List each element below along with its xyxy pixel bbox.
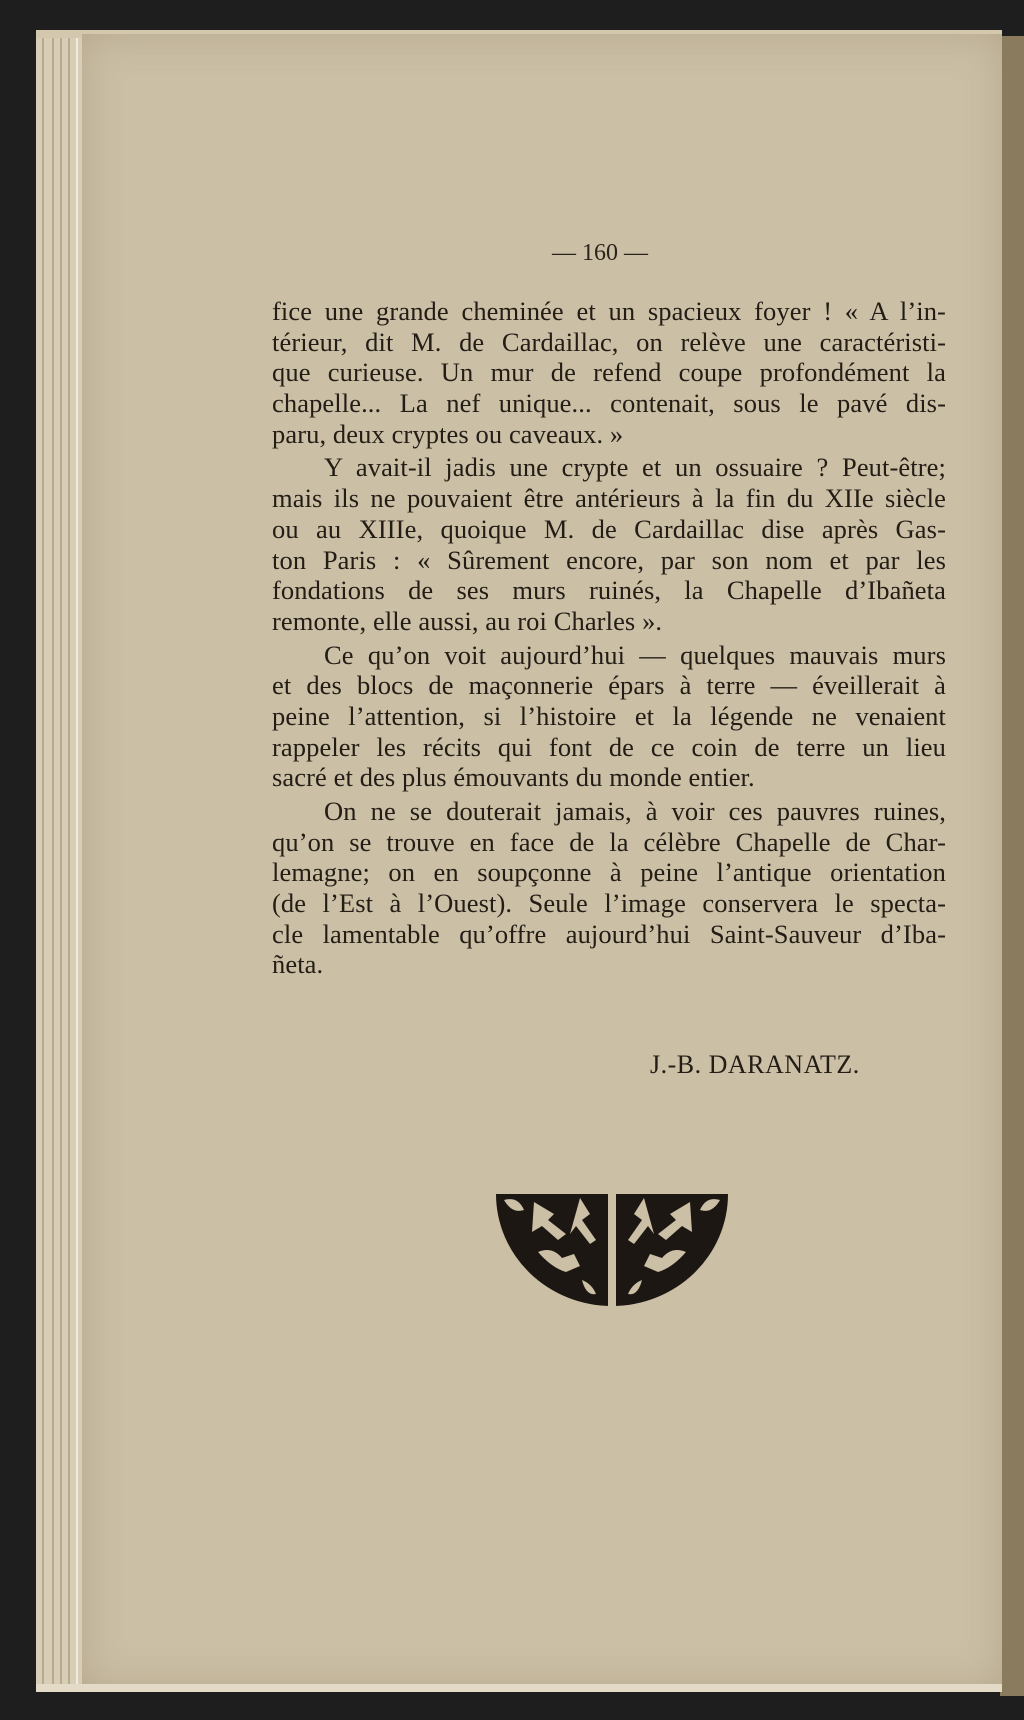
- author-signature: J.-B. DARANATZ.: [650, 1050, 860, 1079]
- paragraph: [272, 296, 946, 449]
- text-line: chapelle... La nef unique... contenait, sous le pavé dis-: [272, 388, 946, 419]
- text-line: sacré et des plus émouvants du monde entier.: [272, 762, 755, 793]
- text-line: ton Paris : « Sûrement encore, par son nom et par les: [272, 544, 946, 575]
- paragraph: [272, 640, 946, 793]
- text-line: Y avait-il jadis une crypte et un ossuaire ? Peut-être;: [324, 452, 946, 483]
- text-line: (de l’Est à l’Ouest). Seule l’image conservera le specta-: [272, 888, 946, 919]
- paragraph: [272, 452, 946, 636]
- text-line: térieur, dit M. de Cardaillac, on relève une caractéristi-: [272, 326, 946, 357]
- cul-de-lampe-icon: [494, 1192, 730, 1308]
- text-line: fice une grande cheminée et un spacieux foyer ! « A l’in-: [272, 296, 946, 326]
- text-line: cle lamentable qu’offre aujourd’hui Saint-Sauveur d’Iba-: [272, 918, 946, 949]
- text-line: paru, deux cryptes ou caveaux. »: [272, 418, 624, 449]
- text-line: rappeler les récits qui font de ce coin de terre un lieu: [272, 731, 946, 762]
- text-line: fondations de ses murs ruinés, la Chapelle d’Ibañeta: [272, 575, 946, 606]
- text-line: remonte, elle aussi, au roi Charles ».: [272, 605, 663, 636]
- text-line: ñeta.: [272, 949, 324, 980]
- text-line: ou au XIIIe, quoique M. de Cardaillac dise après Gas-: [272, 513, 946, 544]
- text-line: que curieuse. Un mur de refend coupe profondément la: [272, 357, 946, 388]
- text-line: mais ils ne pouvaient être antérieurs à la fin du XIIe siècle: [272, 483, 946, 514]
- text-line: qu’on se trouve en face de la célèbre Chapelle de Char-: [272, 826, 946, 857]
- page-number: — 160 —: [552, 240, 648, 266]
- text-line: On ne se douterait jamais, à voir ces pauvres ruines,: [324, 796, 946, 826]
- text-line: peine l’attention, si l’histoire et la légende ne venaient: [272, 700, 946, 731]
- text-line: et des blocs de maçonnerie épars à terre — éveillerait à: [272, 670, 946, 701]
- text-line: Ce qu’on voit aujourd’hui — quelques mauvais murs: [324, 639, 946, 670]
- paragraph: [272, 796, 946, 980]
- page-bottom-edge: [36, 1684, 1002, 1692]
- body-text: [272, 296, 946, 983]
- text-line: lemagne; on en soupçonne à peine l’antique orientation: [272, 857, 946, 888]
- facing-page-edge: [1000, 36, 1024, 1696]
